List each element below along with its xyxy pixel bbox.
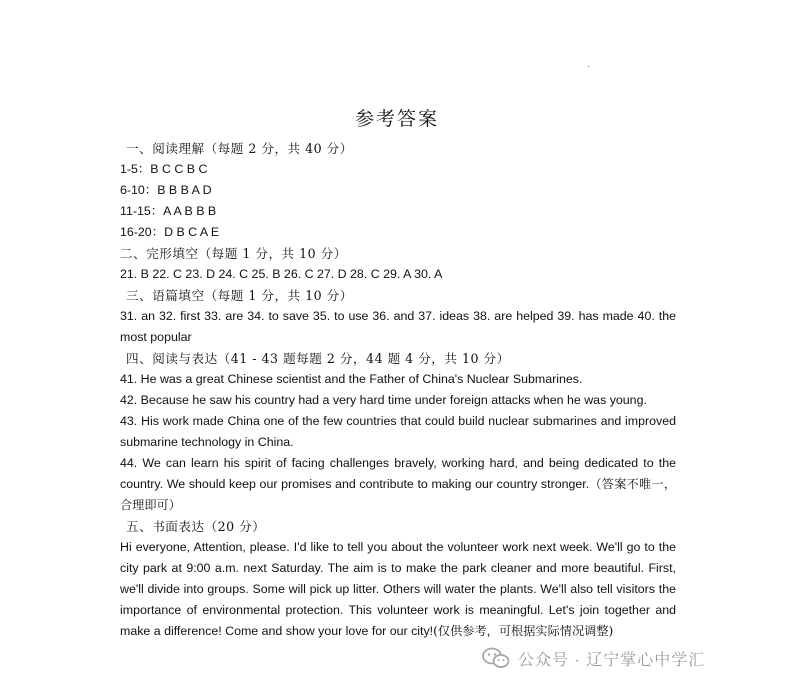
answer-43: 43. His work made China one of the few countries that could build nuclear submarines and improved submarine technology in China. [120,414,676,449]
answer-44-note: （答案不唯一，合理即可） [120,477,677,512]
model-essay-note: (仅供参考，可根据实际情况调整) [433,624,614,638]
watermark [482,645,705,671]
model-essay [120,537,676,642]
section-heading-reading-expression: 四、阅读与表达（41 - 43 题每题 2 分，44 题 4 分，共 10 分） [126,351,510,366]
section-heading-reading: 一、阅读理解（每题 2 分，共 40 分） [126,141,353,156]
page-title: 参考答案 [354,108,439,130]
answer-line: 16-20：D B C A E [120,225,220,239]
section-heading-writing: 五、书面表达（20 分） [126,519,266,534]
section-heading-passage-fill: 三、语篇填空（每题 1 分，共 10 分） [126,288,353,303]
model-essay-text: Hi everyone, Attention, please. I'd like to tell you about the volunteer work next week. We'll go to the city park at 9:00 a.m. next Saturday. The aim is to make the park cleaner and more beautiful. First, we'll divide into groups. Some will pick up litter. Others will water the plants. We'll also tell visitors the importance of environmental protection. This volunteer work is meaningful. Let's join together and make a difference! Come and show your love for our city! [120,540,676,638]
section-heading-cloze: 二、完形填空（每题 1 分，共 10 分） [120,246,347,261]
answer-line: 6-10：B B B A D [120,183,212,197]
answer-line: 1-5：B C C B C [120,162,208,176]
answer-content [120,138,676,642]
answer-44-text: 44. We can learn his spirit of facing challenges bravely, working hard, and being dedicated to the country. We should keep our promises and contribute to making our country stronger. [120,456,676,491]
speck-mark [588,66,589,67]
answer-line: 21. B 22. C 23. D 24. C 25. B 26. C 27. D 28. C 29. A 30. A [120,267,443,281]
answer-44 [120,453,676,516]
answer-line: 11-15：A A B B B [120,204,217,218]
answer-42: 42. Because he saw his country had a very hard time under foreign attacks when he was young. [120,393,647,407]
watermark-text: 公众号 · 辽宁掌心中学汇 [518,651,706,669]
answer-41: 41. He was a great Chinese scientist and the Father of China's Nuclear Submarines. [120,372,583,386]
wechat-icon [482,647,510,669]
answer-paragraph: 31. an 32. first 33. are 34. to save 35. to use 36. and 37. ideas 38. are helped 39. has made 40. the most popular [120,309,676,344]
